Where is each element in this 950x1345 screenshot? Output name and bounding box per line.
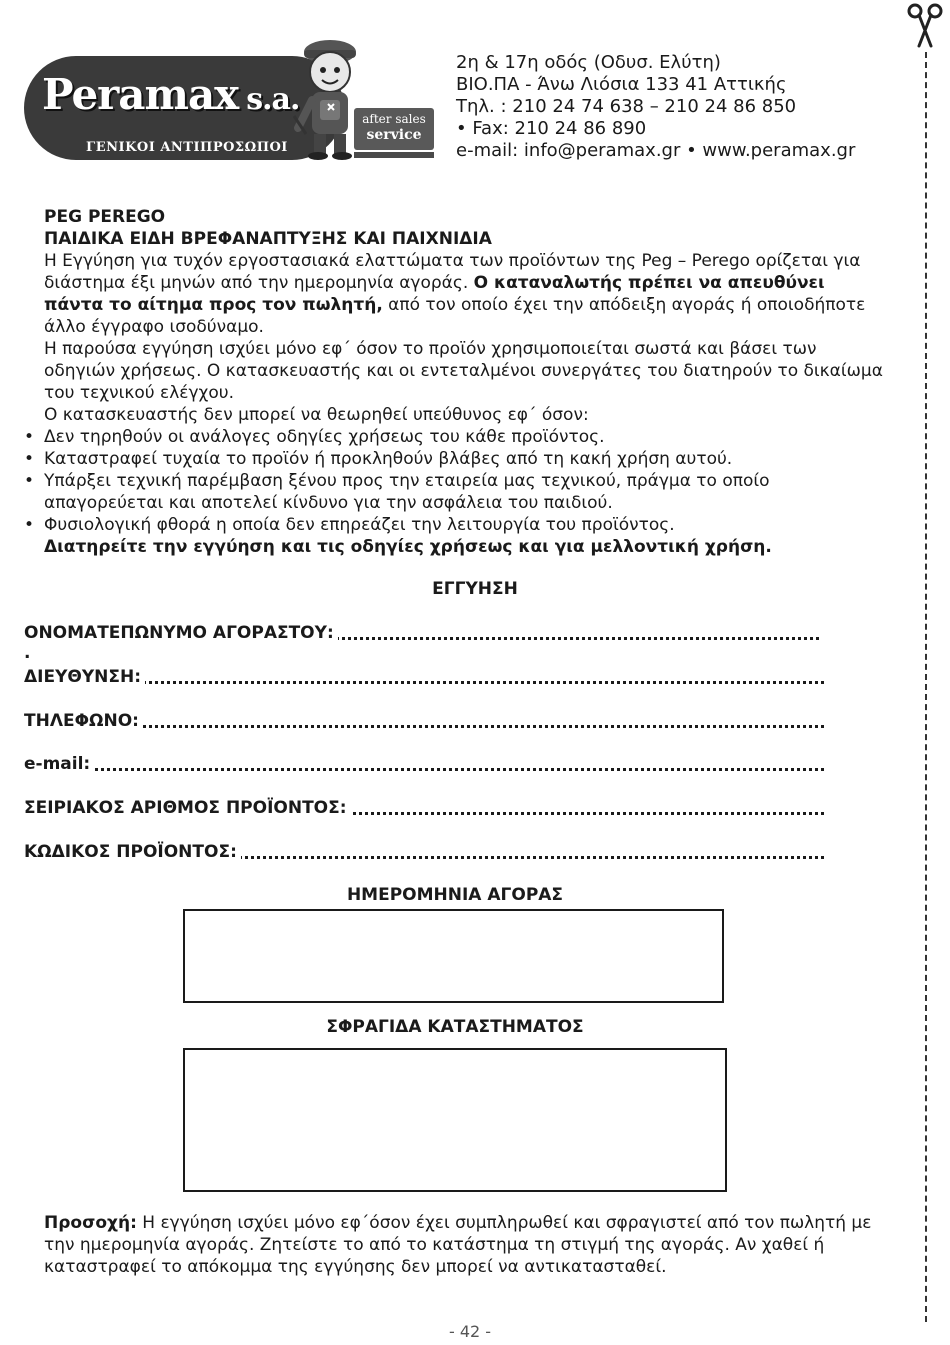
address-line2: ΒΙΟ.ΠΑ - Άνω Λιόσια 133 41 Αττικής (456, 74, 787, 95)
email-label: e-mail: (24, 754, 94, 774)
page-number: - 42 - (448, 1322, 492, 1341)
logo-suffix-text: s.a. (246, 82, 300, 117)
fill-line (24, 768, 824, 771)
purchase-date-box[interactable] (183, 909, 724, 1003)
product-code-field[interactable] (24, 841, 824, 863)
serial-number-label: ΣΕΙΡΙΑΚΟΣ ΑΡΙΘΜΟΣ ΠΡΟΪΟΝΤΟΣ: (24, 798, 351, 818)
phone-field[interactable] (24, 710, 824, 732)
cut-line (925, 52, 927, 1322)
logo-wordmark (42, 70, 299, 125)
after-sales-badge (354, 108, 434, 150)
paragraph-warranty-period (44, 250, 889, 338)
attention-text: Η εγγύηση ισχύει μόνο εφ΄όσον έχει συμπληρωθεί και σφραγιστεί από τον πωλητή με την ημερομηνία αγοράς. Ζητείστε το από το κατάστημα τη στιγμή της αγοράς. Αν χαθεί ή καταστραφεί το απόκομμα της εγγύησης δεν μπορεί να αντικατασταθεί. (44, 1213, 872, 1277)
mascot-icon (292, 30, 362, 160)
fax-line: • Fax: 210 24 86 890 (456, 118, 647, 139)
paragraph-liability: Ο κατασκευαστής δεν μπορεί να θεωρηθεί υπεύθυνος εφ΄ όσον: (44, 405, 589, 425)
brand-heading: PEG PEREGO (44, 207, 166, 227)
bullet-item: • Καταστραφεί τυχαία το προϊόν ή προκληθούν βλάβες από τη κακή χρήση αυτού. (44, 448, 889, 470)
attention-label: Προσοχή: (44, 1213, 137, 1233)
address-line1: 2η & 17η οδός (Οδυσ. Ελύτη) (456, 52, 721, 73)
fill-line (24, 725, 824, 728)
attention-note (44, 1212, 874, 1278)
serial-number-field[interactable] (24, 797, 824, 819)
email-field[interactable] (24, 753, 824, 775)
warranty-title: ΕΓΓΥΗΣΗ (432, 579, 518, 599)
badge-line2: service (366, 127, 422, 143)
product-code-label: ΚΩΔΙΚΟΣ ΠΡΟΪΟΝΤΟΣ: (24, 842, 241, 862)
address-field[interactable] (24, 666, 824, 688)
contact-block (456, 52, 855, 162)
address-label: ΔΙΕΥΘΥΝΣΗ: (24, 667, 145, 687)
company-logo (24, 30, 436, 165)
p1-text-a: Η Εγγύηση για τυχόν εργοστασιακά ελαττώματα των προϊόντων της Peg – Perego ορίζεται για διάστημα έξι μηνών από την ημερομηνία αγοράς. (44, 251, 861, 293)
category-heading: ΠΑΙΔΙΚΑ ΕΙΔΗ ΒΡΕΦΑΝΑΠΤΥΞΗΣ ΚΑΙ ΠΑΙΧΝΙΔΙΑ (44, 229, 492, 249)
warranty-terms (44, 206, 889, 558)
store-stamp-title: ΣΦΡΑΓΙΔΑ ΚΑΤΑΣΤΗΜΑΤΟΣ (326, 1017, 584, 1037)
bullet-item: • Φυσιολογική φθορά η οποία δεν επηρεάζει την λειτουργία του προϊόντος. (44, 514, 889, 536)
buyer-name-field[interactable] (24, 622, 819, 644)
p1-text-b: από τον οποίο έχει την απόδειξη αγοράς ή οποιοδήποτε άλλο έγγραφο ισοδύναμο. (44, 295, 866, 337)
logo-brand-text: Peramax (42, 70, 239, 119)
store-stamp-box[interactable] (183, 1048, 727, 1192)
purchase-date-title: ΗΜΕΡΟΜΗΝΙΑ ΑΓΟΡΑΣ (346, 885, 564, 905)
phone-label: ΤΗΛΕΦΩΝΟ: (24, 711, 143, 731)
p1-bold-text: Ο καταναλωτής πρέπει να απευθύνει πάντα το αίτημα προς τον πωλητή, (44, 273, 825, 315)
email-web-line: e-mail: info@peramax.gr • www.peramax.gr (456, 140, 856, 161)
bullet-item: • Δεν τηρηθούν οι ανάλογες οδηγίες χρήσεως του κάθε προϊόντος. (44, 426, 889, 448)
scissors-icon (906, 2, 944, 48)
bullet-item: • Υπάρξει τεχνική παρέμβαση ξένου προς την εταιρεία μας τεχνικού, πράγμα το οποίο απαγορεύεται και αποτελεί κίνδυνο για την ασφάλεια του παιδιού. (44, 470, 889, 514)
badge-stripe (354, 152, 434, 158)
badge-line1: after sales (362, 112, 426, 126)
stray-dot: . (24, 643, 31, 663)
closing-note: Διατηρείτε την εγγύηση και τις οδηγίες χρήσεως και για μελλοντική χρήση. (44, 537, 772, 557)
phone-line: Τηλ. : 210 24 74 638 – 210 24 86 850 (456, 96, 797, 117)
logo-subtitle: ΓΕΝΙΚΟΙ ΑΝΤΙΠΡΟΣΩΠΟΙ (86, 140, 288, 155)
paragraph-validity: Η παρούσα εγγύηση ισχύει μόνο εφ΄ όσον το προϊόν χρησιμοποιείται σωστά και βάσει των οδηγιών χρήσεως. Ο κατασκευαστής και οι εντεταλμένοι συνεργάτες του διατηρούν το δικαίωμα του τεχνικού ελέγχου. (44, 339, 883, 403)
buyer-name-label: ΟΝΟΜΑΤΕΠΩΝΥΜΟ ΑΓΟΡΑΣΤΟΥ: (24, 623, 338, 643)
